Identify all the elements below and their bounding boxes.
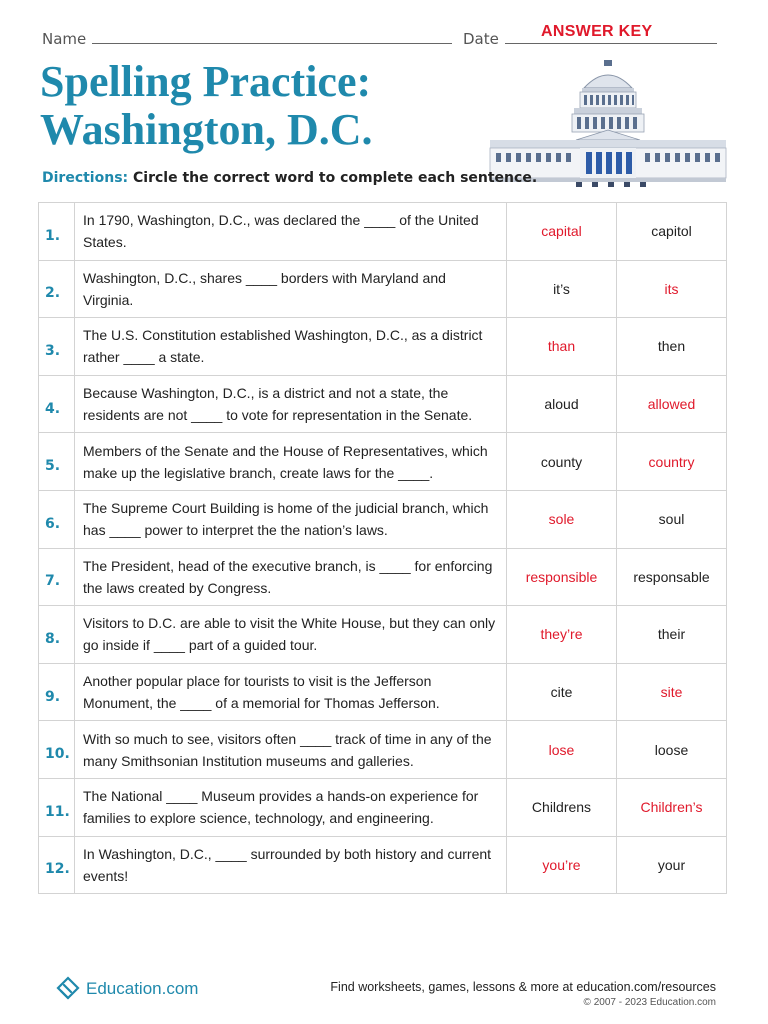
question-sentence: In 1790, Washington, D.C., was declared the ____ of the United States. [75, 203, 507, 261]
question-number: 10. [39, 721, 75, 779]
name-blank[interactable] [92, 30, 452, 44]
word-option-2[interactable]: loose [617, 721, 727, 779]
education-logo[interactable] [52, 974, 198, 1004]
word-option-1[interactable]: sole [507, 490, 617, 548]
word-option-2[interactable]: its [617, 260, 727, 318]
spelling-table [38, 202, 727, 894]
table-row [39, 433, 727, 491]
education-logo-text: Education.com [86, 979, 199, 998]
word-option-2[interactable]: soul [617, 490, 727, 548]
question-number: 7. [39, 548, 75, 606]
table-row [39, 490, 727, 548]
table-row [39, 203, 727, 261]
education-logo-icon [52, 974, 82, 1004]
word-option-2[interactable]: their [617, 606, 727, 664]
question-sentence: The U.S. Constitution established Washington, D.C., as a district rather ____ a state. [75, 318, 507, 376]
directions [42, 170, 537, 186]
question-sentence: Another popular place for tourists to visit is the Jefferson Monument, the ____ of a memorial for Thomas Jefferson. [75, 663, 507, 721]
word-option-1[interactable]: you’re [507, 836, 617, 894]
word-option-1[interactable]: they’re [507, 606, 617, 664]
question-number: 4. [39, 375, 75, 433]
word-option-1[interactable]: Childrens [507, 778, 617, 836]
word-option-2[interactable]: your [617, 836, 727, 894]
question-number: 12. [39, 836, 75, 894]
word-option-1[interactable]: lose [507, 721, 617, 779]
question-sentence: The President, head of the executive branch, is ____ for enforcing the laws created by Congress. [75, 548, 507, 606]
name-label: Name [42, 30, 87, 48]
name-line [42, 30, 452, 48]
table-row [39, 318, 727, 376]
capitol-building-illustration [488, 58, 728, 188]
title-line-1: Spelling Practice: [40, 57, 372, 106]
table-row [39, 548, 727, 606]
footer-tagline: Find worksheets, games, lessons & more at education.com/resources [330, 980, 716, 994]
directions-text: Circle the correct word to complete each sentence. [133, 170, 538, 186]
table-row [39, 606, 727, 664]
word-option-1[interactable]: it’s [507, 260, 617, 318]
page-title [40, 58, 373, 154]
word-option-1[interactable]: county [507, 433, 617, 491]
question-number: 2. [39, 260, 75, 318]
word-option-2[interactable]: country [617, 433, 727, 491]
question-number: 3. [39, 318, 75, 376]
question-number: 1. [39, 203, 75, 261]
word-option-1[interactable]: aloud [507, 375, 617, 433]
question-sentence: Because Washington, D.C., is a district and not a state, the residents are not ____ to vote for representation in the Senate. [75, 375, 507, 433]
question-sentence: The National ____ Museum provides a hands-on experience for families to explore science, technology, and engineering. [75, 778, 507, 836]
question-sentence: In Washington, D.C., ____ surrounded by both history and current events! [75, 836, 507, 894]
question-sentence: Washington, D.C., shares ____ borders with Maryland and Virginia. [75, 260, 507, 318]
table-row [39, 375, 727, 433]
table-row [39, 721, 727, 779]
table-row [39, 836, 727, 894]
answer-key-label: ANSWER KEY [541, 23, 653, 40]
word-option-1[interactable]: responsible [507, 548, 617, 606]
word-option-1[interactable]: than [507, 318, 617, 376]
table-row [39, 778, 727, 836]
question-number: 9. [39, 663, 75, 721]
title-line-2: Washington, D.C. [40, 105, 373, 154]
word-option-2[interactable]: capitol [617, 203, 727, 261]
word-option-2[interactable]: Children’s [617, 778, 727, 836]
word-option-2[interactable]: then [617, 318, 727, 376]
word-option-2[interactable]: site [617, 663, 727, 721]
word-option-2[interactable]: allowed [617, 375, 727, 433]
question-number: 11. [39, 778, 75, 836]
question-sentence: The Supreme Court Building is home of the judicial branch, which has ____ power to interpret the the nation’s laws. [75, 490, 507, 548]
question-number: 5. [39, 433, 75, 491]
footer-copyright: © 2007 - 2023 Education.com [583, 997, 716, 1008]
date-label: Date [463, 30, 499, 48]
question-sentence: Members of the Senate and the House of Representatives, which make up the legislative branch, create laws for the ____. [75, 433, 507, 491]
word-option-1[interactable]: capital [507, 203, 617, 261]
question-number: 6. [39, 490, 75, 548]
question-sentence: Visitors to D.C. are able to visit the White House, but they can only go inside if ____ part of a guided tour. [75, 606, 507, 664]
word-option-1[interactable]: cite [507, 663, 617, 721]
table-row [39, 260, 727, 318]
directions-label: Directions: [42, 170, 129, 186]
table-row [39, 663, 727, 721]
question-sentence: With so much to see, visitors often ____ track of time in any of the many Smithsonian Institution museums and galleries. [75, 721, 507, 779]
word-option-2[interactable]: responsable [617, 548, 727, 606]
question-number: 8. [39, 606, 75, 664]
